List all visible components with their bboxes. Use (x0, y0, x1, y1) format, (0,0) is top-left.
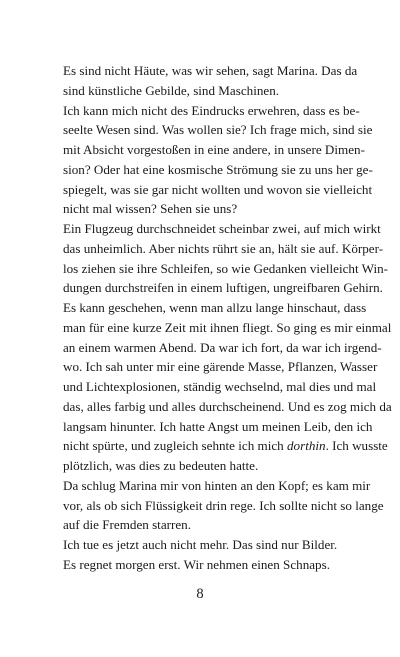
paragraph-4 (63, 298, 392, 476)
text-line: spiegelt, was sie gar nicht wollten und wovon sie vielleicht (63, 181, 373, 197)
text-line: dungen durchstreifen in einem luftigen, ungreifbaren Gehirn. (63, 280, 383, 296)
emphasized-word: dorthin (287, 438, 326, 454)
text-line: wo. Ich sah unter mir eine gärende Masse, Pflanzen, Wasser (63, 359, 378, 375)
text-line: sion? Oder hat eine kosmische Strömung sie zu uns her ge- (63, 161, 373, 177)
text-line: mit Absicht vorgestoßen in eine andere, in unsere Dimen- (63, 142, 365, 157)
paragraph-1 (63, 61, 358, 101)
paragraph-2 (63, 101, 373, 220)
text-line: plötzlich, was dies zu bedeuten hatte. (63, 458, 259, 473)
text-line: seelte Wesen sind. Was wollen sie? Ich frage mich, sind sie (63, 122, 373, 138)
text-line: Es regnet morgen erst. Wir nehmen einen Schnaps. (63, 556, 330, 572)
body-text (63, 61, 392, 575)
text-line: sind künstliche Gebilde, sind Maschinen. (63, 82, 280, 98)
text-line: nicht mal wissen? Sehen sie uns? (63, 201, 238, 217)
paragraph-6 (63, 535, 339, 555)
paragraph-3 (63, 219, 389, 298)
text-line: Ich tue es jetzt auch nicht mehr. Das sind nur Bilder. (63, 537, 338, 552)
text-line: Ein Flugzeug durchschneidet scheinbar zwei, auf mich wirkt (63, 221, 381, 236)
text-line: und Lichtexplosionen, ständig wechselnd, mal dies und mal (63, 379, 377, 394)
text-line: das, alles farbig und alles durchscheinend. Und es zog mich da (63, 398, 392, 414)
text-line: man für eine kurze Zeit mit ihnen fliegt. So ging es mir einmal (63, 319, 392, 335)
text-line: Da schlug Marina mir von hinten an den Kopf; es kam mir (63, 477, 371, 493)
text-line: Ich kann mich nicht des Eindrucks erwehren, dass es be- (63, 102, 360, 118)
paragraph-5 (63, 476, 384, 535)
text-line: das unheimlich. Aber nichts rührt sie an, hält sie auf. Körper- (63, 240, 384, 256)
text-line: los ziehen sie ihre Schleifen, so wie Gedanken vielleicht Win- (63, 260, 389, 276)
text-line: vor, als ob sich Flüssigkeit drin rege. Ich sollte nicht so lange (63, 497, 384, 513)
text-line-with-emphasis (63, 436, 388, 456)
text-line: an einem warmen Abend. Da war ich fort, da war ich irgend- (63, 339, 382, 355)
paragraph-7 (63, 555, 339, 575)
text-line: auf die Fremden starren. (63, 517, 191, 533)
page-number: 8 (196, 586, 204, 602)
text-segment: . Ich wusste (325, 438, 388, 454)
text-line: langsam hinunter. Ich hatte Angst um meinen Leib, den ich (63, 418, 373, 434)
text-line: Es kann geschehen, wenn man allzu lange hinschaut, dass (63, 300, 367, 315)
text-line: Es sind nicht Häute, was wir sehen, sagt Marina. Das da (63, 63, 358, 78)
text-segment: nicht spürte, und zugleich sehnte ich mich (63, 438, 287, 454)
